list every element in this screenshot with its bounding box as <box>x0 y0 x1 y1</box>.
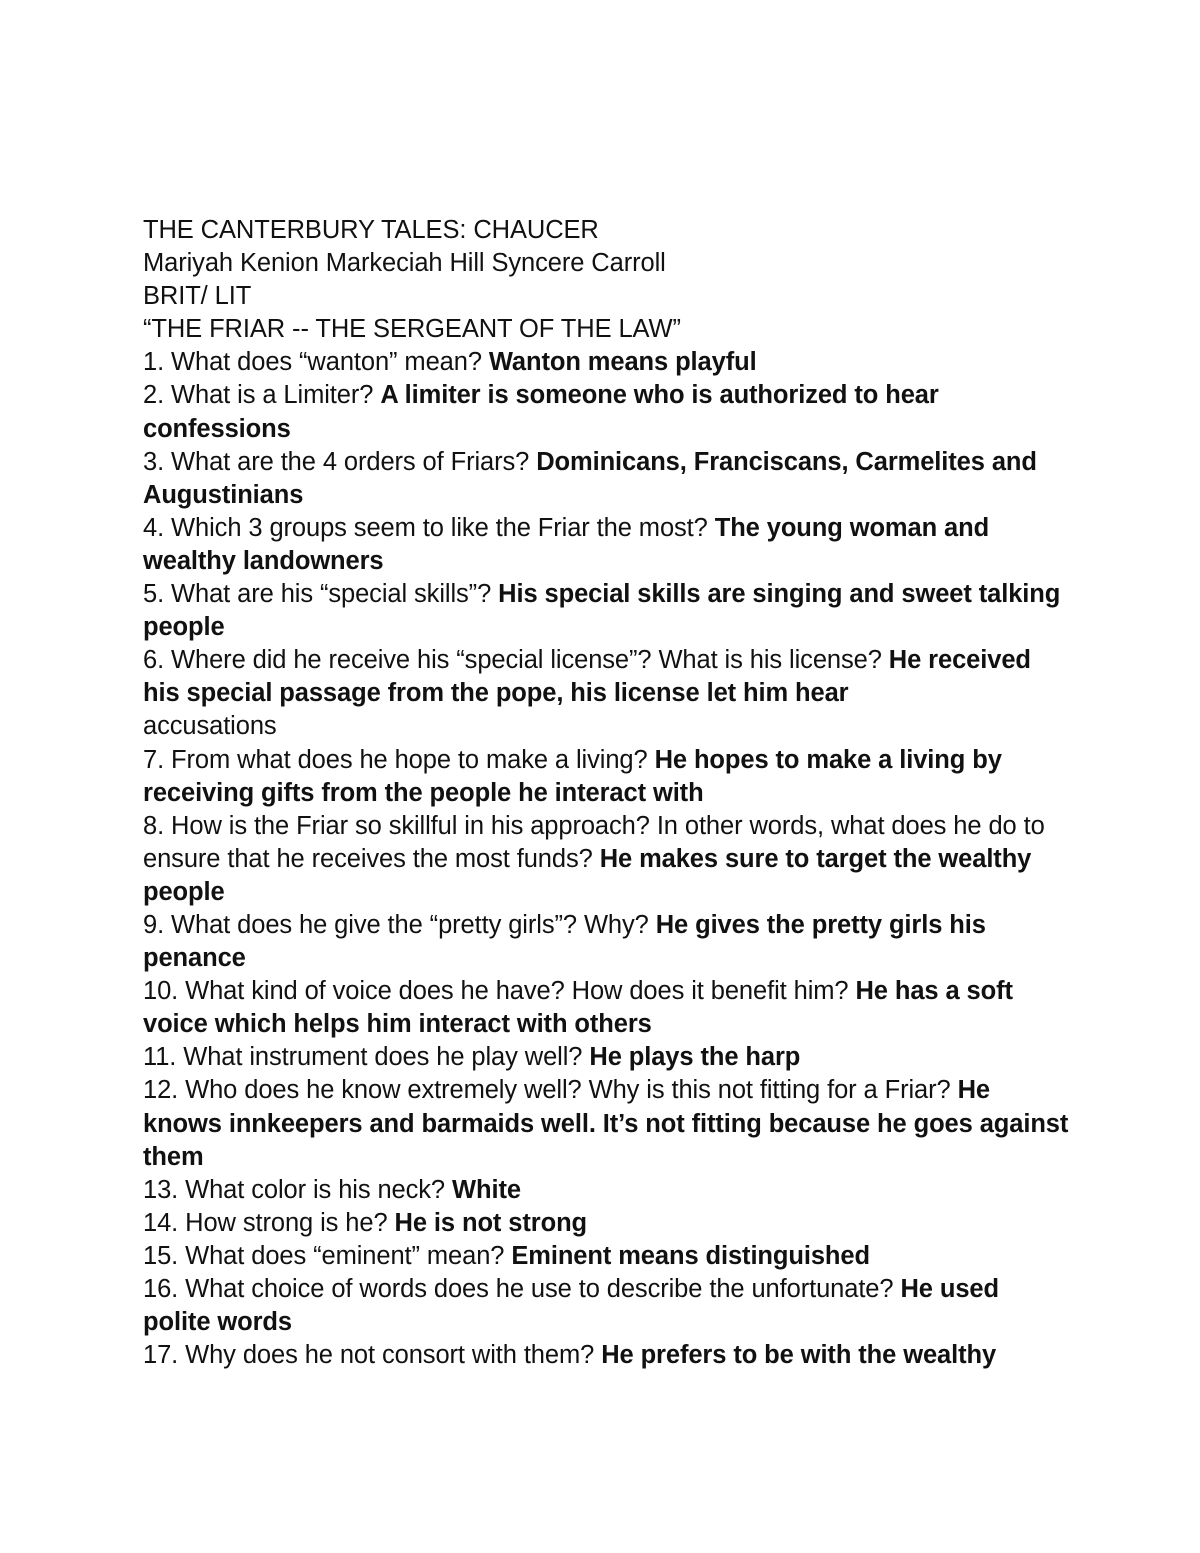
question-text: 3. What are the 4 orders of Friars? <box>143 447 537 476</box>
answer-text: He hopes to make a living by receiving gifts from the people he interact with <box>143 745 1002 807</box>
question-text: 12. Who does he know extremely well? Why is this not fitting for a Friar? <box>143 1076 958 1105</box>
question-text: 13. What color is his neck? <box>143 1175 453 1204</box>
answer-text: The young woman and wealthy landowners <box>143 513 990 575</box>
answer-text: Dominicans, Franciscans, Carmelites and Augustinians <box>143 447 1037 509</box>
course-label: BRIT/ LIT <box>143 282 252 311</box>
qa-item-10 <box>143 975 1073 1041</box>
qa-item-15 <box>143 1240 1073 1273</box>
answer-text: His special skills are singing and sweet talking people <box>143 580 1061 642</box>
qa-item-17 <box>143 1339 1073 1372</box>
answer-text: He gives the pretty girls his penance <box>143 910 986 973</box>
qa-item-9 <box>143 909 1073 975</box>
question-text: 4. Which 3 groups seem to like the Friar the most? <box>143 513 715 542</box>
qa-item-8 <box>143 810 1073 909</box>
answer-text: Eminent means distinguished <box>511 1241 870 1270</box>
qa-item-1 <box>143 346 1073 379</box>
answer-text: He used polite words <box>143 1275 999 1337</box>
qa-item-6 <box>143 644 1073 743</box>
question-text: 17. Why does he not consort with them? <box>143 1341 602 1370</box>
qa-item-16 <box>143 1273 1073 1339</box>
qa-item-11 <box>143 1041 1073 1074</box>
answer-text: A limiter is someone who is authorized to hear confessions <box>143 381 939 443</box>
qa-item-5 <box>143 578 1073 644</box>
question-text: 11. What instrument does he play well? <box>143 1043 590 1072</box>
qa-item-4 <box>143 512 1073 578</box>
answer-text: He received his special passage from the pope, his license let him hear <box>143 646 1031 708</box>
qa-item-3 <box>143 446 1073 512</box>
question-text: 14. How strong is he? <box>143 1208 395 1237</box>
answer-text: He knows innkeepers and barmaids well. It’s not fitting because he goes against them <box>143 1076 1069 1171</box>
qa-item-13 <box>143 1174 1073 1207</box>
question-text: 5. What are his “special skills”? <box>143 580 499 609</box>
question-text: 1. What does “wanton” mean? <box>143 348 489 377</box>
section-title: “THE FRIAR -- THE SERGEANT OF THE LAW” <box>143 315 681 344</box>
question-text: 6. Where did he receive his “special license”? What is his license? <box>143 646 889 675</box>
answer-text: Wanton means playful <box>488 348 757 377</box>
answer-text: He has a soft voice which helps him interact with others <box>143 977 1013 1039</box>
question-text: 8. How is the Friar so skillful in his approach? In other words, what does he do to ensure that he receives the most funds? <box>143 811 1045 873</box>
qa-item-2 <box>143 379 1073 445</box>
question-text: 9. What does he give the “pretty girls”? Why? <box>143 910 656 939</box>
answer-text: White <box>452 1175 521 1204</box>
question-text: 10. What kind of voice does he have? How does it benefit him? <box>143 977 856 1006</box>
qa-item-14 <box>143 1207 1073 1240</box>
document-title: THE CANTERBURY TALES: CHAUCER <box>143 216 599 244</box>
question-text: 7. From what does he hope to make a living? <box>143 745 655 774</box>
qa-item-7 <box>143 744 1073 810</box>
document-body <box>143 214 1073 1372</box>
answer-text: He makes sure to target the wealthy people <box>143 844 1032 906</box>
author-names: Mariyah Kenion Markeciah Hill Syncere Carroll <box>143 249 666 278</box>
question-text: 15. What does “eminent” mean? <box>143 1241 512 1270</box>
question-text: 2. What is a Limiter? <box>143 381 381 410</box>
qa-item-12 <box>143 1074 1073 1173</box>
answer-text: He is not strong <box>394 1208 588 1237</box>
answer-text: He prefers to be with the wealthy <box>601 1341 997 1370</box>
question-text: 16. What choice of words does he use to describe the unfortunate? <box>143 1275 901 1303</box>
answer-continuation: accusations <box>143 712 277 741</box>
answer-text: He plays the harp <box>589 1043 801 1072</box>
